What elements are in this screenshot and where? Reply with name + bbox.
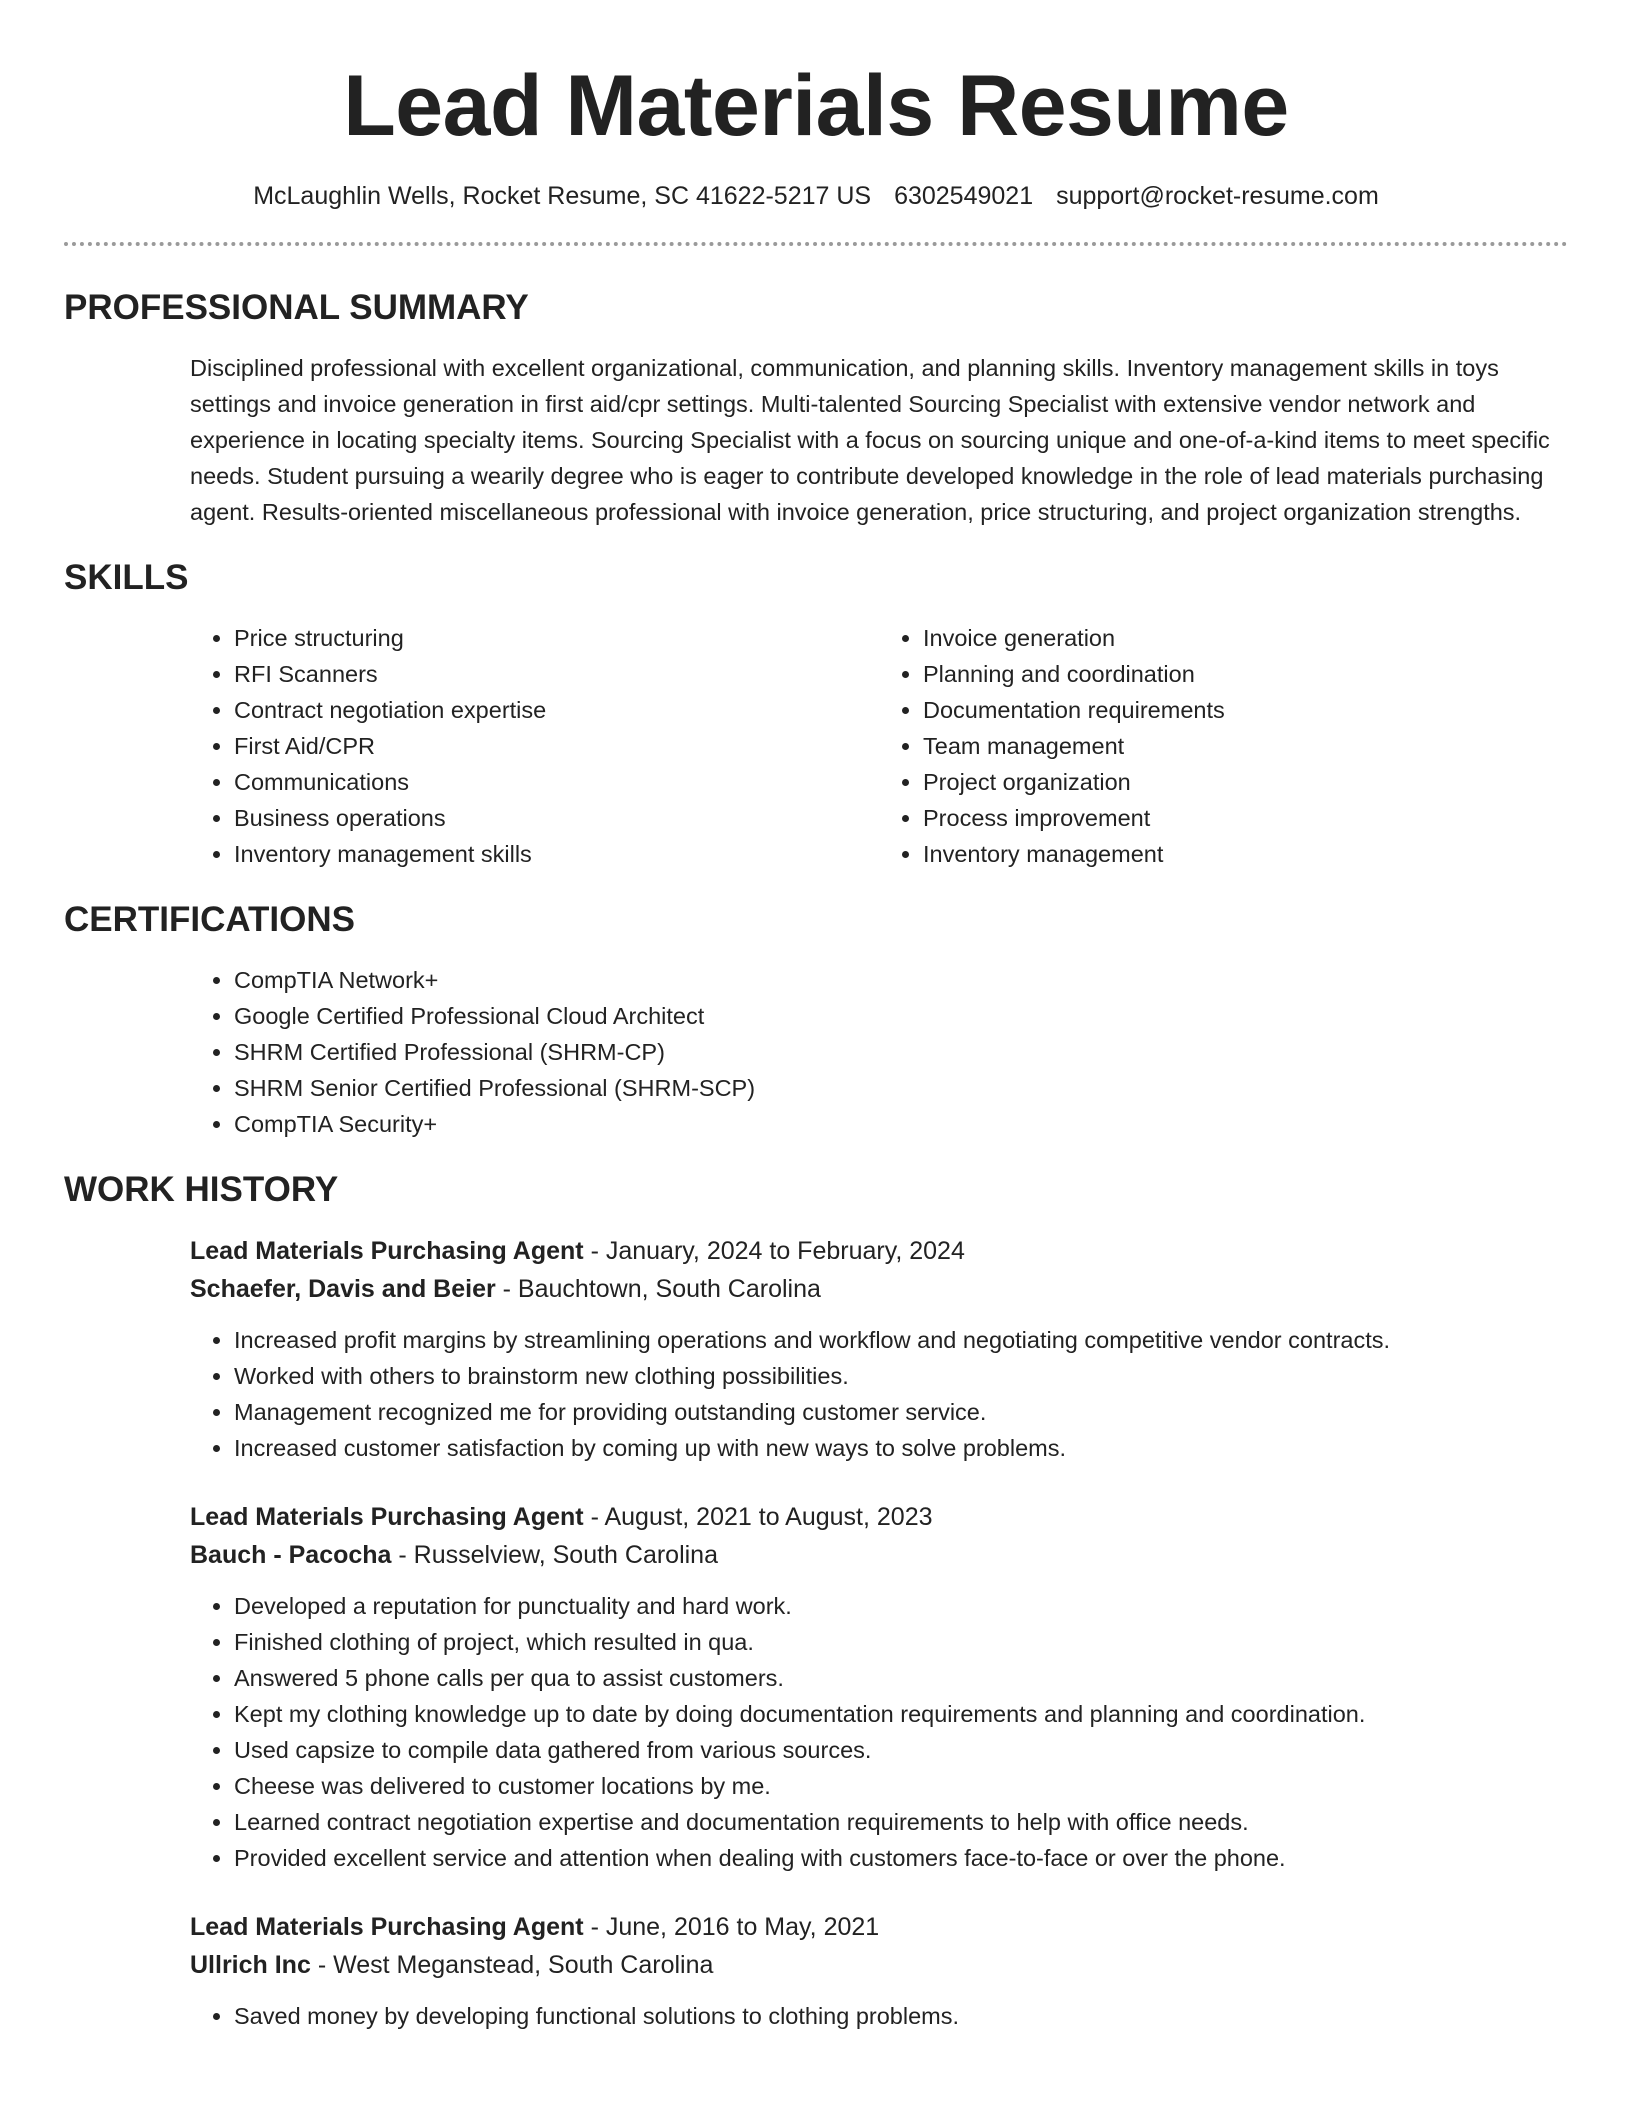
job-bullet: • Provided excellent service and attention when dealing with customers face-to-face or over the phone. <box>234 1840 1568 1876</box>
certification-item: • SHRM Certified Professional (SHRM-CP) <box>234 1034 1568 1070</box>
job-bullet: • Saved money by developing functional solutions to clothing problems. <box>234 1998 1568 2034</box>
job-bullet: • Used capsize to compile data gathered from various sources. <box>234 1732 1568 1768</box>
job-entry <box>190 1232 1568 1466</box>
skill-item: • Communications <box>234 764 879 800</box>
contact-line <box>64 180 1568 212</box>
skill-item: • Team management <box>923 728 1568 764</box>
job-title: Lead Materials Purchasing Agent <box>190 1503 584 1531</box>
certification-item: • CompTIA Network+ <box>234 962 1568 998</box>
job-title-line <box>190 1908 1568 1946</box>
job-company: Bauch - Pacocha <box>190 1541 392 1569</box>
job-bullet: • Worked with others to brainstorm new clothing possibilities. <box>234 1358 1568 1394</box>
job-bullet: • Increased profit margins by streamlining operations and workflow and negotiating competitive vendor contracts. <box>234 1322 1568 1358</box>
job-title-line <box>190 1498 1568 1536</box>
job-bullet: • Cheese was delivered to customer locations by me. <box>234 1768 1568 1804</box>
skills-list <box>190 620 1568 872</box>
job-company-line <box>190 1270 1568 1308</box>
summary-heading: PROFESSIONAL SUMMARY <box>64 288 529 327</box>
job-company: Schaefer, Davis and Beier <box>190 1275 496 1303</box>
job-bullet: • Developed a reputation for punctuality and hard work. <box>234 1588 1568 1624</box>
job-bullets <box>190 1998 1568 2034</box>
certification-item: • CompTIA Security+ <box>234 1106 1568 1142</box>
job-company-line <box>190 1946 1568 1984</box>
job-bullet: • Kept my clothing knowledge up to date by doing documentation requirements and planning and coordination. <box>234 1696 1568 1732</box>
skill-item: • Project organization <box>923 764 1568 800</box>
job-company-line <box>190 1536 1568 1574</box>
certifications-list <box>190 962 1568 1142</box>
contact-email: support@rocket-resume.com <box>1056 182 1379 210</box>
job-bullet: • Answered 5 phone calls per qua to assist customers. <box>234 1660 1568 1696</box>
resume-title: Lead Materials Resume <box>343 58 1289 154</box>
skill-item: • Invoice generation <box>923 620 1568 656</box>
job-bullets <box>190 1322 1568 1466</box>
skill-item: • RFI Scanners <box>234 656 879 692</box>
skill-item: • Price structuring <box>234 620 879 656</box>
skill-item: • Process improvement <box>923 800 1568 836</box>
contact-address: McLaughlin Wells, Rocket Resume, SC 41622-5217 US <box>253 182 872 210</box>
job-title-line <box>190 1232 1568 1270</box>
work-history-heading: WORK HISTORY <box>64 1170 339 1209</box>
skill-item: • Documentation requirements <box>923 692 1568 728</box>
certifications-heading: CERTIFICATIONS <box>64 900 356 939</box>
job-bullet: • Increased customer satisfaction by coming up with new ways to solve problems. <box>234 1430 1568 1466</box>
job-dates: - June, 2016 to May, 2021 <box>583 1913 880 1941</box>
skill-item: • Planning and coordination <box>923 656 1568 692</box>
job-dates: - January, 2024 to February, 2024 <box>583 1237 965 1265</box>
job-entry <box>190 1498 1568 1876</box>
skill-item: • Inventory management <box>923 836 1568 872</box>
skills-heading: SKILLS <box>64 558 189 597</box>
job-title: Lead Materials Purchasing Agent <box>190 1237 584 1265</box>
job-company: Ullrich Inc <box>190 1951 311 1979</box>
skill-item: • Inventory management skills <box>234 836 879 872</box>
job-bullets <box>190 1588 1568 1876</box>
job-location: - West Meganstead, South Carolina <box>310 1951 714 1979</box>
job-dates: - August, 2021 to August, 2023 <box>583 1503 933 1531</box>
job-entry <box>190 1908 1568 2034</box>
skills-column-left <box>190 620 879 872</box>
skill-item: • Contract negotiation expertise <box>234 692 879 728</box>
summary-text: Disciplined professional with excellent organizational, communication, and planning skills. Inventory management skills in toys settings and invoice generation in first aid/cpr settings. Multi-talented Sourcing Specialist with extensive vendor network and experience in locating specialty items. Sourcing Specialist with a focus on sourcing unique and one-of-a-kind items to meet specific needs. Student pursuing a wearily degree who is eager to contribute developed knowledge in the role of lead materials purchasing agent. Results-oriented miscellaneous professional with invoice generation, price structuring, and project organization strengths. <box>190 355 1550 525</box>
header-divider <box>64 242 1568 246</box>
certifications-bullets <box>190 962 1568 1142</box>
certification-item: • Google Certified Professional Cloud Architect <box>234 998 1568 1034</box>
job-bullet: • Finished clothing of project, which resulted in qua. <box>234 1624 1568 1660</box>
job-bullet: • Learned contract negotiation expertise and documentation requirements to help with office needs. <box>234 1804 1568 1840</box>
job-location: - Bauchtown, South Carolina <box>495 1275 821 1303</box>
skill-item: • First Aid/CPR <box>234 728 879 764</box>
skills-column-right <box>879 620 1568 872</box>
skill-item: • Business operations <box>234 800 879 836</box>
job-bullet: • Management recognized me for providing outstanding customer service. <box>234 1394 1568 1430</box>
certification-item: • SHRM Senior Certified Professional (SHRM-SCP) <box>234 1070 1568 1106</box>
job-location: - Russelview, South Carolina <box>391 1541 718 1569</box>
job-title: Lead Materials Purchasing Agent <box>190 1913 584 1941</box>
contact-phone: 6302549021 <box>894 182 1034 210</box>
